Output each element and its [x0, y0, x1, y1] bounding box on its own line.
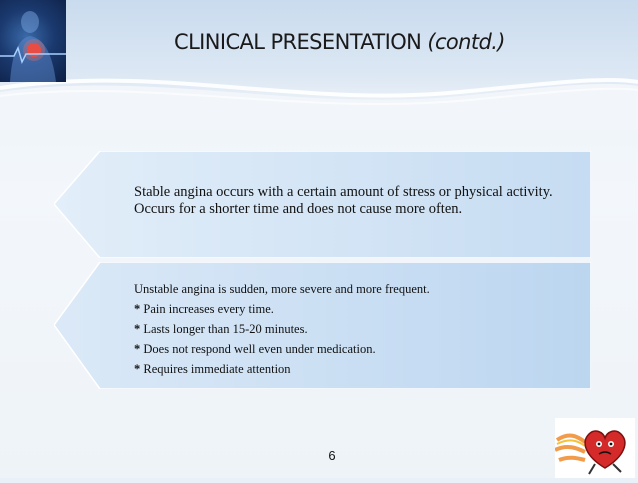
bullet-marker: *: [134, 362, 141, 376]
bullet-marker: *: [134, 302, 141, 316]
title-suffix: (contd.): [427, 30, 505, 54]
stable-angina-panel: [54, 151, 591, 258]
unstable-angina-panel: [54, 262, 591, 389]
unstable-angina-text: [134, 279, 574, 379]
heart-anatomy-icon: [0, 0, 66, 82]
header-wave-background: [0, 0, 638, 130]
running-heart-mascot-icon: [555, 418, 635, 478]
title-main: CLINICAL PRESENTATION: [174, 30, 422, 54]
page-number: 6: [328, 448, 336, 463]
bullet-marker: *: [134, 342, 141, 356]
list-item: [134, 299, 574, 319]
slide-title: [174, 30, 574, 54]
unstable-intro: Unstable angina is sudden, more severe and more frequent.: [134, 282, 430, 296]
stable-angina-text: Stable angina occurs with a certain amount of stress or physical activity. Occurs for a shorter time and does not cause more often.: [134, 184, 553, 217]
bullet-text: Lasts longer than 15-20 minutes.: [143, 322, 308, 336]
bullet-marker: *: [134, 322, 141, 336]
list-item: [134, 339, 574, 359]
bullet-text: Does not respond well even under medication.: [143, 342, 376, 356]
list-item: [134, 319, 574, 339]
bullet-text: Requires immediate attention: [143, 362, 291, 376]
bullet-text: Pain increases every time.: [143, 302, 274, 316]
list-item: [134, 359, 574, 379]
slide-header: [0, 0, 638, 130]
